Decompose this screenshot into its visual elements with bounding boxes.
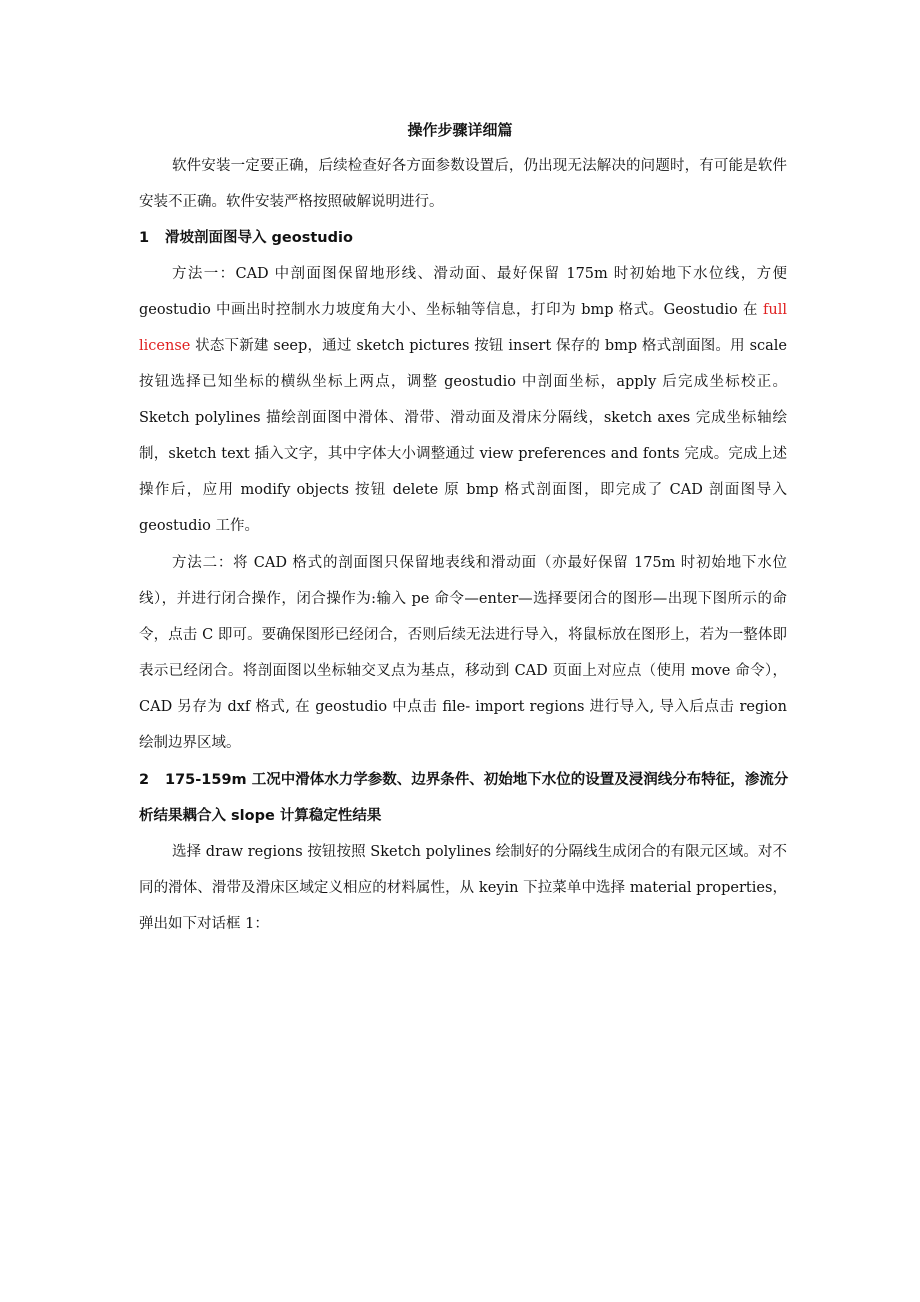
method1-text-end: 状态下新建 seep，通过 sketch pictures 按钮 insert 保存的 bmp 格式剖面图。用 scale 按钮选择已知坐标的横纵坐标上两点，调整 geostudio 中剖面坐标，apply 后完成坐标校正。Sketch polylines 描绘剖面图中滑体、滑带、滑动面及滑床分隔线，sketch axes 完成坐标轴绘制，sketch text 插入文字，其中字体大小调整通过 view preferences and fonts 完成。完成上述操作后，应用 modify objects 按钮 delete 原 bmp 格式剖面图，即完成了 CAD 剖面图导入 geostudio 工作。 [139,338,787,534]
section1-heading [139,220,799,256]
page-title: 操作步骤详细篇 [407,121,513,139]
section1-title: 滑坡剖面图导入 geostudio [165,230,353,246]
intro-paragraph: 软件安装一定要正确，后续检查好各方面参数设置后，仍出现无法解决的问题时，有可能是软件安装不正确。软件安装严格按照破解说明进行。 [139,158,787,210]
section2-number: 2 [139,772,150,788]
full-license-highlight: full license [139,302,787,354]
method1-paragraph [139,256,787,544]
section1-number: 1 [139,230,150,246]
section2-heading [139,762,799,834]
method2-paragraph: 方法二：将 CAD 格式的剖面图只保留地表线和滑动面（亦最好保留 175m 时初始地下水位线），并进行闭合操作，闭合操作为:输入 pe 命令—enter—选择要闭合的图形—出现下图所示的命令，点击 C 即可。要确保图形已经闭合，否则后续无法进行导入，将鼠标放在图形上，若为一整体即表示已经闭合。将剖面图以坐标轴交叉点为基点，移动到 CAD 页面上对应点（使用 move 命令），CAD 另存为 dxf 格式, 在 geostudio 中点击 file- import regions 进行导入, 导入后点击 region 绘制边界区域。 [139,555,787,751]
section2-title: 175-159m 工况中滑体水力学参数、边界条件、初始地下水位的设置及浸润线分布特征，渗流分析结果耦合入 slope 计算稳定性结果 [139,772,789,824]
section2-paragraph: 选择 draw regions 按钮按照 Sketch polylines 绘制好的分隔线生成闭合的有限元区域。对不同的滑体、滑带及滑床区域定义相应的材料属性，从 keyin 下拉菜单中选择 material properties，弹出如下对话框 1： [139,844,787,932]
method1-text-start: 方法一：CAD 中剖面图保留地形线、滑动面、最好保留 175m 时初始地下水位线，方便 geostudio 中画出时控制水力坡度角大小、坐标轴等信息，打印为 bmp 格式。Geostudio 在 [139,266,787,318]
